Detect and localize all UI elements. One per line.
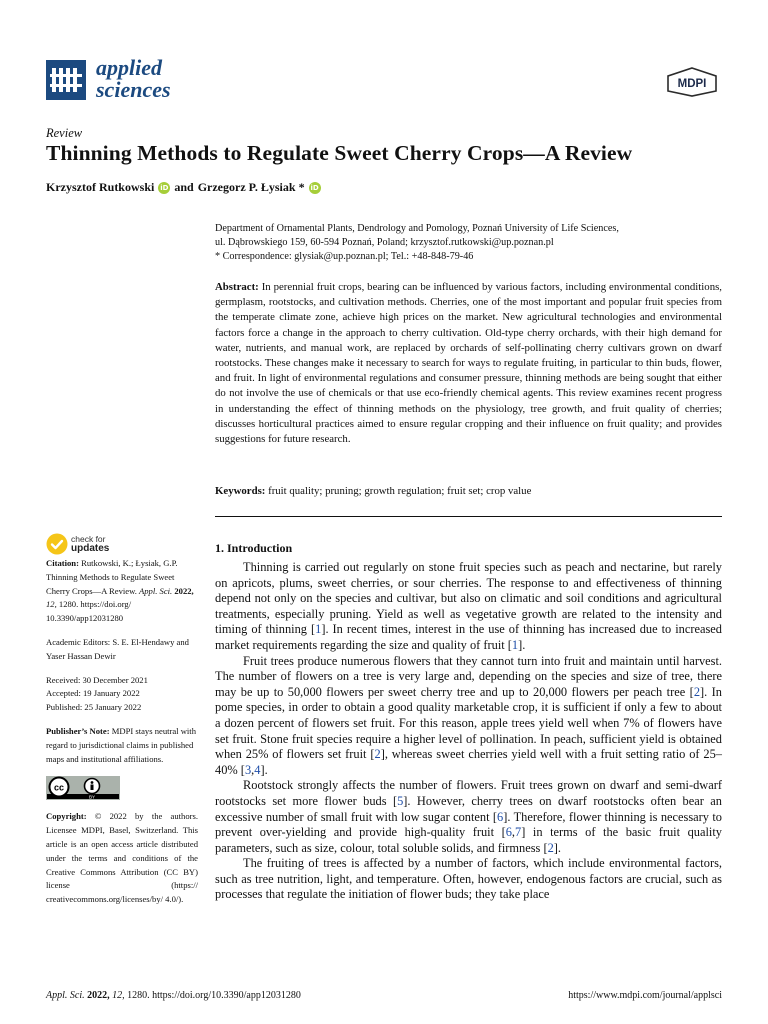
text: ]. (518, 637, 526, 652)
text: ]. Therefore, flower thinning is necessary to prevent over-yielding and provide high-quality fruit [ (215, 809, 722, 840)
publisher-note-label: Publisher’s Note: (46, 725, 110, 736)
citation-link[interactable]: 2 (374, 747, 381, 762)
copyright-text: © 2022 by the authors. Licensee MDPI, Basel, Switzerland. This article is an open access article distributed under the terms and conditions of the Creative Commons Attribution (CC BY) license (https:// creativecommons.org/licenses/by/ 4.0/). (46, 811, 198, 905)
dates-block (46, 674, 198, 715)
check-for-updates-button[interactable] (46, 533, 109, 555)
text: , (251, 762, 255, 777)
text: ] in terms of the basic fruit quality parameters, such as size, colour, total soluble solids, and firmness [ (215, 825, 722, 855)
abstract-label: Abstract: (215, 281, 259, 293)
affiliation-line: ul. Dąbrowskiego 159, 60-594 Poznań, Poland; krzysztof.rutkowski@up.poznan.pl (215, 237, 554, 248)
affiliation-block (215, 222, 725, 264)
article-type: Review (46, 126, 83, 140)
citation-link[interactable]: 2 (693, 684, 701, 699)
accepted-date: Accepted: 19 January 2022 (46, 688, 140, 699)
affiliation-line: Department of Ornamental Plants, Dendrology and Pomology, Poznań University of Life Sciences, (215, 223, 619, 234)
citation-link[interactable]: 1 (315, 622, 322, 637)
check-updates-icon (46, 533, 68, 555)
footer-journal: Appl. Sci. (46, 990, 85, 1001)
paragraph (215, 560, 722, 654)
article-info-sidebar (46, 557, 198, 917)
text: ]. In pome species, in order to obtain a good quality marketable crop, it is sufficient if only a few to about a dozen percent of flowers set fruit. For this reason, apple trees yield well when 7% of flowers have set fruit. Stone fruit species require a higher level of pollination. In peach, sufficient yield is obtained when 25% of flowers set fruit [ (215, 684, 722, 762)
text: ]. However, cherry trees on dwarf rootstocks often bear an excessive number of small fruit with low sugar content [ (215, 793, 722, 824)
paragraph (215, 778, 722, 856)
article-title: Thinning Methods to Regulate Sweet Cherry Crops—A Review (46, 141, 633, 165)
text: Fruit trees produce numerous flowers that they cannot turn into fruit and maintain until harvest. The number of flowers on a tree is very large and, depending on the species and size of tree, there may be up to 50,000 flowers per sweet cherry tree and up to 20,000 flowers per peach tree [ (215, 653, 722, 699)
academic-editors: Academic Editors: S. E. El-Hendawy and Yaser Hassan Dewir (46, 636, 189, 661)
svg-text:BY: BY (88, 794, 96, 800)
text: Rootstock strongly affects the number of flowers. Fruit trees grown on dwarf and semi-dwarf rootstocks set more flower buds [ (215, 778, 722, 808)
orcid-icon[interactable]: iD (310, 183, 319, 192)
citation-journal: Appl. Sci. (139, 585, 173, 596)
journal-name-line2: sciences (96, 77, 171, 102)
keywords-text: fruit quality; pruning; growth regulation; fruit set; crop value (268, 485, 532, 497)
citation-volume: 12, (46, 599, 57, 610)
citation-block (46, 557, 198, 626)
citation-year: 2022, (174, 585, 194, 596)
citation-doi[interactable]: 1280. https://doi.org/ 10.3390/app12031280 (46, 599, 132, 624)
keywords-label: Keywords: (215, 485, 266, 497)
author-separator: and (174, 180, 194, 194)
mdpi-logo-text: MDPI (677, 78, 707, 90)
footer-doi[interactable]: 1280. https://doi.org/10.3390/app12031280 (127, 990, 301, 1001)
copyright-block (46, 810, 198, 907)
citation-link[interactable]: 2 (547, 840, 554, 855)
citation-link[interactable]: 1 (511, 637, 519, 652)
paragraph: The fruiting of trees is affected by a number of factors, which include environmental factors, such as tree nutrition, light, and temperature. Often, however, endogenous factors are crucial, such as processes that regulate the initiation of flower buds; they take place (215, 856, 722, 902)
check-updates-line2: updates (71, 543, 110, 554)
citation-link[interactable]: 7 (515, 825, 522, 840)
journal-name (96, 57, 171, 101)
citation-link[interactable]: 3 (244, 762, 252, 777)
mdpi-logo-icon (666, 67, 718, 97)
paragraph (215, 654, 722, 779)
text: ]. (553, 840, 562, 855)
footer-journal-url[interactable]: https://www.mdpi.com/journal/applsci (568, 990, 722, 1001)
keywords (215, 484, 722, 498)
citation-link[interactable]: 5 (397, 793, 404, 808)
citation-label: Citation: (46, 558, 79, 568)
introduction-section (215, 540, 722, 903)
abstract (215, 280, 722, 447)
journal-logo-icon (46, 60, 86, 100)
author-name[interactable]: Grzegorz P. Łysiak * (197, 180, 305, 194)
check-updates-label (71, 535, 109, 553)
cc-by-license-icon[interactable] (46, 776, 120, 800)
section-heading: 1. Introduction (215, 541, 293, 555)
text: ], whereas sweet cherries yield well with a fruit setting ratio of 25–40% [ (215, 747, 722, 777)
copyright-label: Copyright: (46, 811, 87, 822)
citation-link[interactable]: 4 (254, 762, 261, 777)
author-list (46, 180, 325, 195)
citation-link[interactable]: 6 (505, 825, 512, 840)
publisher-note-text: MDPI stays neutral with regard to jurisdictional claims in published maps and institutional affiliations. (46, 725, 196, 764)
section-divider (215, 516, 722, 517)
publisher-note (46, 725, 198, 766)
received-date: Received: 30 December 2021 (46, 674, 148, 685)
text: , (511, 825, 516, 840)
journal-name-line1: applied (96, 55, 162, 80)
citation-text: Rutkowski, K.; Łysiak, G.P. Thinning Methods to Regulate Sweet Cherry Crops—A Review. (46, 558, 178, 596)
footer-year: 2022, (87, 990, 110, 1001)
svg-text:cc: cc (53, 782, 65, 793)
citation-link[interactable]: 6 (497, 809, 504, 824)
published-date: Published: 25 January 2022 (46, 702, 142, 713)
correspondence-line: * Correspondence: glysiak@up.poznan.pl; Tel.: +48-848-79-46 (215, 251, 474, 262)
footer-volume: 12, (112, 990, 125, 1001)
check-updates-line1: check for (71, 534, 106, 544)
text: ]. In recent times, interest in the use of thinning has increased due to increased market requirements regarding the size and quality of fruit [ (215, 622, 723, 652)
text: ]. (260, 762, 268, 777)
text: Thinning is carried out regularly on stone fruit species such as peach and nectarine, but rarely on apricots, plums, sweet cherries, or sour cherries. The response to and effectiveness of thinning depend not only on the species and cultivar, but also on climatic and soil conditions and agricultural treatments, especially pruning. Yield as well as vegetative growth are related to the intensity and timing of thinning [ (215, 560, 722, 637)
abstract-text: In perennial fruit crops, bearing can be influenced by various factors, including environmental conditions, germplasm, rootstocks, and cultivation methods. Cherries, one of the most important and popular fruit species from the temperate climate zone, achieve high prices on the market. New agricultural technologies and environmental factors force a change in the approach to cherry cultivation. Old-type cherry orchards, with their high demand for water, nutrients, and manual work, are replaced by orchards of self-pollinating cherry cultivars grown on dwarf rootstocks. These changes make it necessary to search for ways to regulate fruiting, in particular to thin buds, flower, and fruit. In light of environmental regulations and consumer pressure, thinning methods are being sought that either do not involve the use of chemicals or that use eco-friendly chemical agents. This review examines recent progress in understanding the effect of thinning methods on the physiology, tree growth, and fruit quality of cherries; discusses horticultural practices aimed to ensure regular cropping and their influence on fruit quality; and provides suggestions for future research. (215, 281, 722, 446)
orcid-icon[interactable]: iD (160, 183, 169, 192)
author-name[interactable]: Krzysztof Rutkowski (46, 180, 155, 194)
footer-citation (46, 990, 301, 1001)
